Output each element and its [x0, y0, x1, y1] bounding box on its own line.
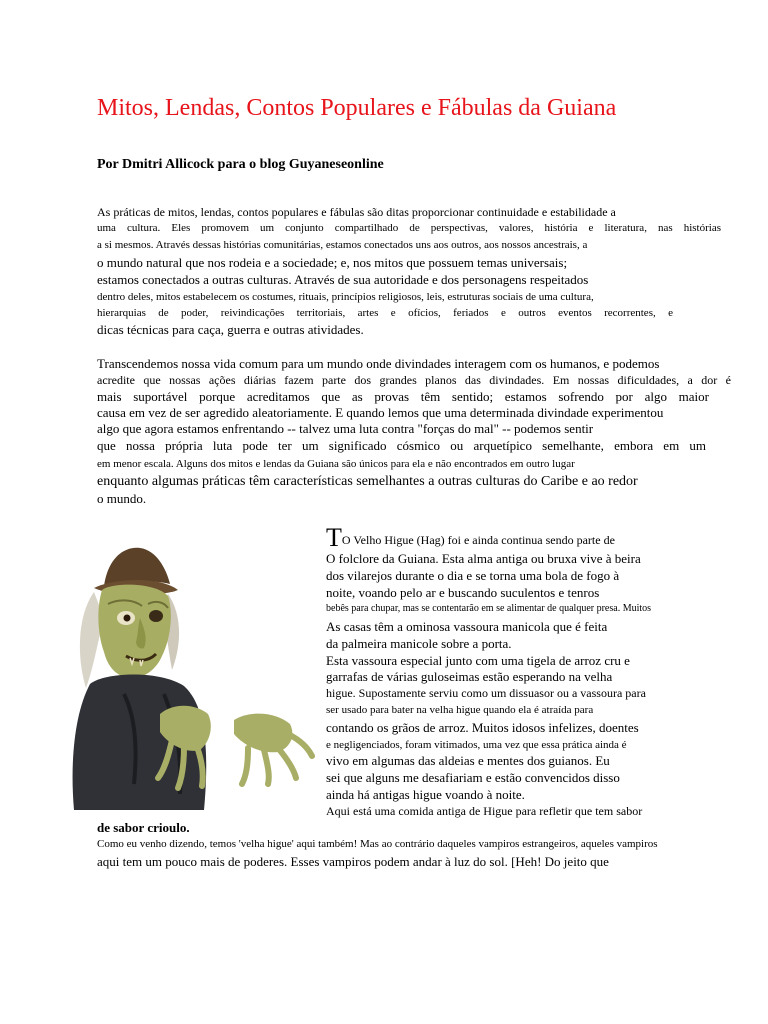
para2-line: algo que agora estamos enfrentando -- talvez uma luta contra "forças do mal" -- podemos sentir — [97, 421, 594, 436]
para3-line: Esta vassoura especial junto com uma tigela de arroz cru e — [326, 653, 630, 668]
para3-line: noite, voando pelo ar e buscando suculentos e tenros — [326, 585, 600, 600]
para1-line: uma cultura. Eles promovem um conjunto compartilhado de perspectivas, valores, história e literatura, nas histórias — [97, 222, 721, 234]
para3-line: Aqui está uma comida antiga de Higue para refletir que tem sabor — [326, 804, 643, 818]
para4-line: aqui tem um pouco mais de poderes. Esses vampiros podem andar à luz do sol. [Heh! Do jeito que — [97, 854, 609, 869]
byline: Por Dmitri Allicock para o blog Guyaneseonline — [97, 157, 384, 172]
para3-line: vivo em algumas das aldeias e mentes dos guianos. Eu — [326, 753, 610, 768]
document-title: Mitos, Lendas, Contos Populares e Fábulas da Guiana — [97, 95, 617, 121]
para3-line: As casas têm a ominosa vassoura manicola que é feita — [326, 619, 608, 634]
para2-line: acredite que nossas ações diárias fazem parte dos grandes planos das divindades. Em nossas dificuldades, a dor é — [97, 373, 731, 387]
para1-line: a si mesmos. Através dessas histórias comunitárias, estamos conectados uns aos outros, aos nossos ancestrais, a — [97, 239, 588, 251]
para3-line: bebês para chupar, mas se contentarão em se alimentar de qualquer presa. Muitos — [326, 603, 652, 614]
para3-line: da palmeira manicole sobre a porta. — [326, 636, 512, 651]
para1-line: estamos conectados a outras culturas. Através de sua autoridade e dos personagens respeitados — [97, 272, 589, 287]
para3-line: garrafas de várias guloseimas estão esperando na velha — [326, 669, 613, 684]
para3-line: ser usado para bater na velha higue quando ela é atraída para — [326, 704, 594, 716]
para3-first-text: O Velho Higue (Hag) foi e ainda continua sendo parte de — [341, 533, 615, 547]
para1-line: As práticas de mitos, lendas, contos populares e fábulas são ditas proporcionar continuidade e estabilidade a — [97, 205, 616, 219]
para2-line: mais suportável porque acreditamos que as provas têm sentido; estamos sofrendo por algo maior — [97, 389, 709, 404]
para3-line: higue. Supostamente serviu como um dissuasor ou a vassoura para — [326, 686, 646, 700]
old-hag-image — [64, 544, 316, 810]
para2-line: em menor escala. Alguns dos mitos e lendas da Guiana são únicos para ela e não encontrados em outro lugar — [97, 458, 575, 470]
para3-first-line — [326, 523, 615, 552]
para1-line: o mundo natural que nos rodeia e a sociedade; e, nos mitos que possuem temas universais; — [97, 255, 568, 270]
para3-line: contando os grãos de arroz. Muitos idosos infelizes, doentes — [326, 720, 639, 735]
para4-line: Como eu venho dizendo, temos 'velha higue' aqui também! Mas ao contrário daqueles vampiros estrangeiros, aqueles vampiros — [97, 838, 658, 850]
para3-line: O folclore da Guiana. Esta alma antiga ou bruxa vive à beira — [326, 551, 641, 566]
para1-line: hierarquias de poder, reivindicações territoriais, artes e ofícios, feriados e outros eventos recorrentes, e — [97, 307, 673, 319]
para2-line: que nossa própria luta pode ter um significado cósmico ou arquetípico semelhante, embora em um — [97, 438, 706, 453]
para3-line: sei que alguns me desafiariam e estão convencidos disso — [326, 770, 620, 785]
para3-line: dos vilarejos durante o dia e se torna uma bola de fogo à — [326, 568, 620, 583]
para2-line: o mundo. — [97, 491, 147, 506]
para1-line: dicas técnicas para caça, guerra e outras atividades. — [97, 322, 364, 337]
para2-line: enquanto algumas práticas têm características semelhantes a outras culturas do Caribe e ao redor — [97, 474, 638, 489]
dropcap: T — [326, 523, 342, 552]
para3-line: ainda há antigas higue voando à noite. — [326, 787, 525, 802]
para3-bold-line: de sabor crioulo. — [97, 820, 190, 835]
para2-line: Transcendemos nossa vida comum para um mundo onde divindades interagem com os humanos, e podemos — [97, 356, 660, 371]
para1-line: dentro deles, mitos estabelecem os costumes, rituais, princípios religiosos, leis, estruturas sociais de uma cultura, — [97, 291, 594, 303]
para2-line: causa em vez de ser agredido aleatoriamente. E quando lemos que uma determinada divindade experimentou — [97, 405, 664, 420]
para3-line: e negligenciados, foram vitimados, uma vez que essa prática ainda é — [326, 739, 627, 751]
